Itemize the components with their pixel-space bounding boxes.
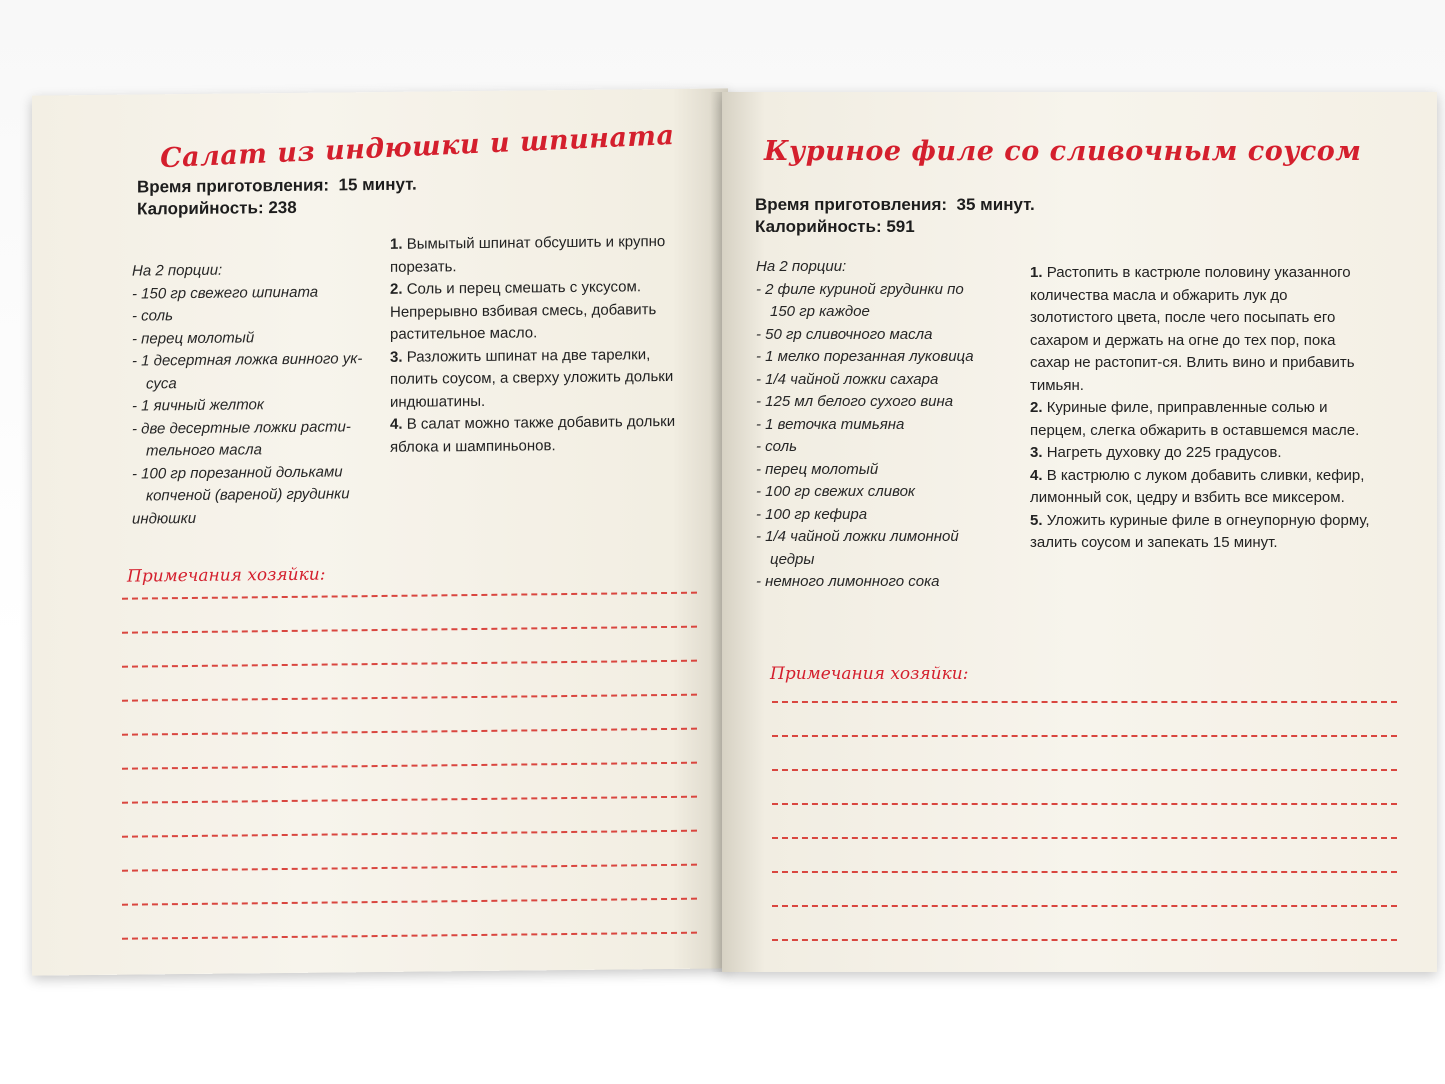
- step-number: 2.: [1030, 399, 1043, 416]
- left-cooking-time: [137, 174, 417, 199]
- step-item: [390, 231, 700, 279]
- left-calories: [137, 196, 417, 221]
- step-text: Растопить в кастрюле половину указанного количества масла и обжарить лук до золотистого цвета, после чего посыпать его сахаром и держать на огне до тех пор, пока сахар не растопит-ся. Влить вино и прибавить тимьян.: [1030, 264, 1355, 394]
- step-number: 3.: [1030, 444, 1043, 461]
- ingredient-item: - 2 филе куриной грудинки по: [756, 280, 964, 298]
- note-line: [772, 871, 1397, 873]
- step-text: Куриные филе, приправленные солью и перцем, слегка обжарить в оставшемся масле.: [1030, 399, 1360, 439]
- ingredient-item: - 100 гр порезанной дольками: [132, 462, 343, 483]
- note-line: [122, 660, 697, 668]
- note-line: [122, 898, 697, 906]
- left-notes-label: Примечания хозяйки:: [127, 564, 326, 587]
- ingredient-item: - 1 десертная ложка винного ук-: [132, 350, 363, 370]
- step-item: [1030, 397, 1370, 442]
- right-steps-list: [1030, 262, 1370, 555]
- step-text: В кастрюлю с луком добавить сливки, кефир, лимонный сок, цедру и взбить все миксером.: [1030, 466, 1365, 506]
- right-notes-label: Примечания хозяйки:: [770, 664, 969, 684]
- step-item: [1030, 262, 1370, 397]
- ingredient-item: - соль: [132, 307, 174, 325]
- step-number: 1.: [1030, 264, 1043, 281]
- left-recipe-title: Салат из индюшки и шпината: [159, 119, 675, 175]
- step-text: Уложить куриные филе в огнеупорную форму, залить соусом и запекать 15 минут.: [1030, 511, 1370, 551]
- left-ingredients-list: [132, 258, 382, 531]
- note-line: [772, 939, 1397, 941]
- note-line: [122, 796, 697, 804]
- ingredient-item: - 1/4 чайной ложки сахара: [756, 370, 939, 388]
- ingredient-item: - 150 гр свежего шпината: [132, 283, 319, 303]
- left-calories-label: Калорийность:: [137, 198, 264, 219]
- ingredient-item: - 1 веточка тимьяна: [756, 415, 905, 433]
- ingredient-item: - перец молотый: [132, 328, 255, 348]
- ingredient-item: индюшки: [132, 509, 197, 528]
- step-item: [1030, 442, 1370, 465]
- right-notes-lines: [772, 701, 1397, 941]
- left-steps-list: [390, 231, 700, 459]
- right-recipe-meta: [755, 194, 1035, 238]
- ingredient-item: цедры: [770, 550, 815, 568]
- ingredient-item: суса: [146, 374, 177, 392]
- left-page: [32, 88, 728, 975]
- note-line: [772, 769, 1397, 771]
- left-calories-value: 238: [268, 197, 297, 218]
- note-line: [122, 864, 697, 872]
- note-line: [122, 830, 697, 838]
- note-line: [122, 728, 697, 736]
- ingredient-item: - соль: [756, 438, 798, 455]
- step-number: 4.: [390, 415, 403, 433]
- note-line: [772, 701, 1397, 703]
- right-time-label: Время приготовления:: [755, 195, 948, 214]
- note-line: [772, 905, 1397, 907]
- left-time-value: 15 минут.: [338, 174, 417, 195]
- note-line: [122, 694, 697, 702]
- note-line: [122, 932, 697, 940]
- ingredient-item: 150 гр каждое: [770, 303, 870, 320]
- note-line: [122, 626, 697, 634]
- step-number: 1.: [390, 235, 403, 253]
- note-line: [122, 762, 697, 770]
- step-text: Соль и перец смешать с уксусом. Непрерывно взбивая смесь, добавить растительное масло.: [390, 278, 657, 343]
- right-portions: На 2 порции:: [756, 258, 847, 275]
- step-number: 5.: [1030, 511, 1043, 529]
- right-calories-label: Калорийность:: [755, 217, 882, 236]
- step-item: [1030, 465, 1370, 510]
- ingredient-item: - 1 яичный желток: [132, 396, 264, 415]
- step-item: [390, 343, 700, 414]
- ingredient-item: - 100 гр свежих сливок: [756, 483, 915, 500]
- right-recipe-title: Куриное филе со сливочным соусом: [764, 136, 1362, 167]
- step-number: 3.: [390, 348, 403, 366]
- open-booklet: [10, 92, 1445, 992]
- right-time-value: 35 минут.: [956, 195, 1035, 214]
- left-notes-lines: [122, 592, 697, 940]
- right-calories: [755, 216, 1035, 238]
- right-page: [722, 92, 1437, 972]
- ingredient-item: - немного лимонного сока: [756, 573, 940, 590]
- step-item: [390, 276, 700, 347]
- ingredient-item: - две десертные ложки расти-: [132, 417, 351, 438]
- note-line: [772, 803, 1397, 805]
- left-time-label: Время приготовления:: [137, 175, 330, 197]
- ingredient-item: - 50 гр сливочного масла: [756, 325, 933, 343]
- step-number: 4.: [1030, 466, 1043, 484]
- step-text: Разложить шпинат на две тарелки, полить соусом, а сверху уложить дольки индюшатины.: [390, 345, 674, 411]
- ingredient-item: копченой (вареной) грудинки: [146, 485, 350, 505]
- note-line: [772, 735, 1397, 737]
- step-text: В салат можно также добавить дольки яблока и шампиньонов.: [390, 412, 676, 456]
- step-item: [1030, 510, 1370, 555]
- ingredient-item: - 1 мелко порезанная луковица: [756, 348, 974, 365]
- step-item: [390, 411, 700, 459]
- ingredient-item: - 1/4 чайной ложки лимонной: [756, 528, 959, 545]
- step-text: Нагреть духовку до 225 градусов.: [1046, 444, 1282, 461]
- right-ingredients-list: [756, 256, 1026, 594]
- ingredient-item: тельного масла: [146, 441, 262, 460]
- step-number: 2.: [390, 280, 403, 298]
- left-portions: На 2 порции:: [132, 261, 223, 280]
- left-recipe-meta: [137, 174, 417, 221]
- ingredient-item: - 125 мл белого сухого вина: [756, 393, 954, 410]
- note-line: [122, 592, 697, 600]
- ingredient-item: - перец молотый: [756, 460, 879, 478]
- note-line: [772, 837, 1397, 839]
- right-calories-value: 591: [886, 217, 915, 236]
- right-cooking-time: [755, 194, 1035, 216]
- ingredient-item: - 100 гр кефира: [756, 505, 868, 523]
- step-text: Вымытый шпинат обсушить и крупно порезать.: [390, 233, 666, 276]
